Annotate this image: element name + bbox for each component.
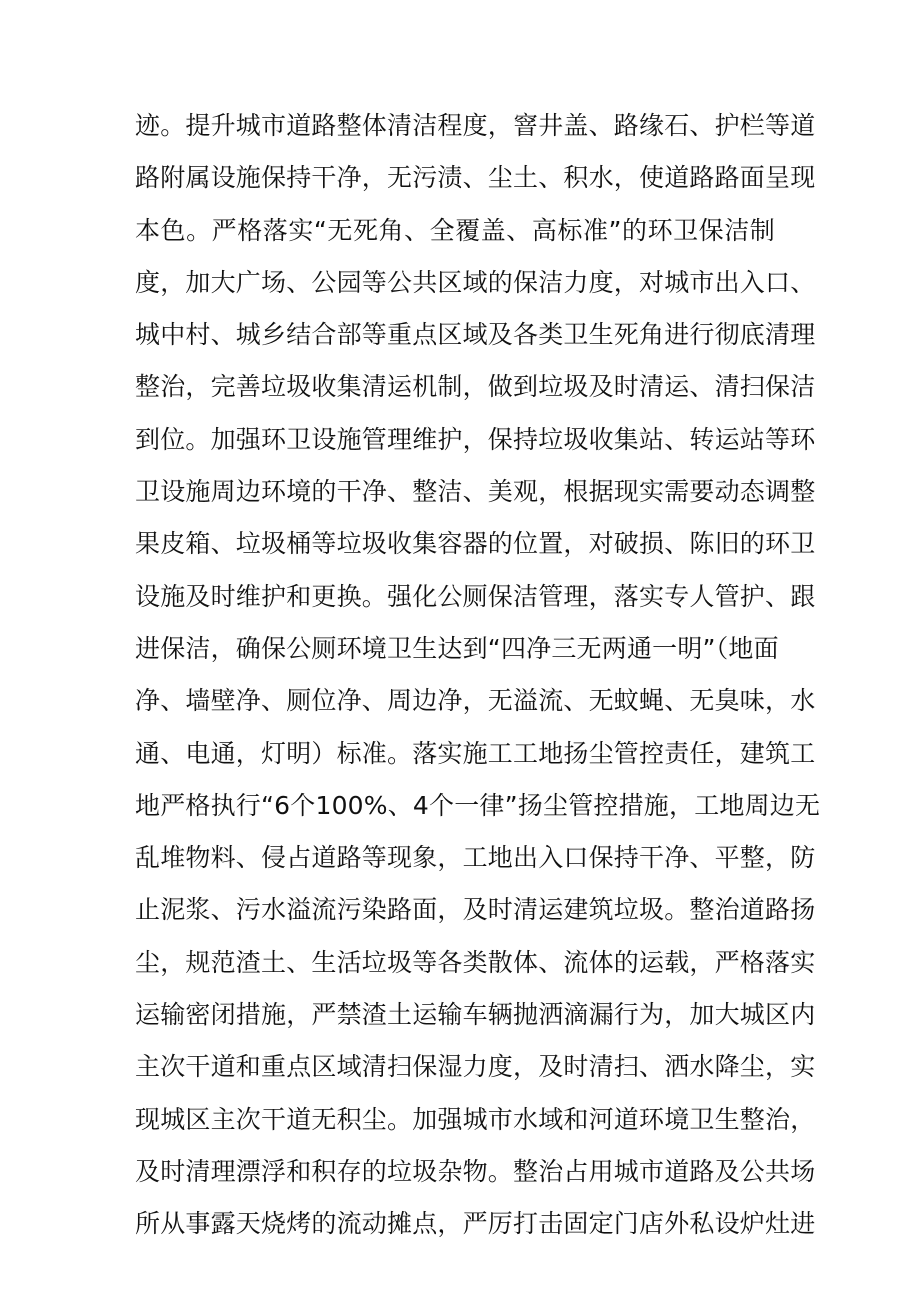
paragraph-line-4: 度，加大广场、公园等公共区域的保洁力度，对城市出入口、	[135, 267, 816, 297]
paragraph-line-1: 迹。提升城市道路整体清洁程度，窨井盖、路缘石、护栏等道	[135, 111, 816, 140]
paragraph-line-17: 尘，规范渣土、生活垃圾等各类散体、流体的运载，严格落实	[135, 947, 816, 977]
paragraph-line-14: 地严格执行“6个100%、4个一律”扬尘管控措施，工地周边无	[135, 790, 821, 820]
paragraph-line-11: 进保洁，确保公厕环境卫生达到“四净三无两通一明”（地面	[135, 633, 779, 663]
paragraph-line-12: 净、墙壁净、厕位净、周边净，无溢流、无蚊蝇、无臭味，水	[135, 686, 816, 716]
paragraph-line-20: 现城区主次干道无积尘。加强城市水域和河道环境卫生整治，	[135, 1104, 816, 1134]
paragraph-line-5: 城中村、城乡结合部等重点区域及各类卫生死角进行彻底清理	[135, 320, 816, 350]
paragraph-line-19: 主次干道和重点区域清扫保湿力度，及时清扫、洒水降尘，实	[135, 1052, 816, 1082]
paragraph-line-9: 果皮箱、垃圾桶等垃圾收集容器的位置，对破损、陈旧的环卫	[135, 529, 816, 559]
paragraph-line-18: 运输密闭措施，严禁渣土运输车辆抛洒滴漏行为，加大城区内	[135, 1000, 816, 1030]
paragraph-line-2: 路附属设施保持干净，无污渍、尘土、积水，使道路路面呈现	[135, 163, 816, 193]
paragraph-line-8: 卫设施周边环境的干净、整洁、美观，根据现实需要动态调整	[135, 477, 816, 507]
paragraph-line-6: 整治，完善垃圾收集清运机制，做到垃圾及时清运、清扫保洁	[135, 372, 816, 402]
body-paragraph	[135, 100, 821, 1251]
paragraph-line-22: 所从事露天烧烤的流动摊点，严厉打击固定门店外私设炉灶进	[135, 1209, 816, 1239]
paragraph-line-21: 及时清理漂浮和积存的垃圾杂物。整治占用城市道路及公共场	[135, 1156, 816, 1186]
paragraph-line-7: 到位。加强环卫设施管理维护，保持垃圾收集站、转运站等环	[135, 424, 816, 454]
paragraph-line-15: 乱堆物料、侵占道路等现象，工地出入口保持干净、平整，防	[135, 843, 816, 873]
paragraph-line-13: 通、电通，灯明）标准。落实施工工地扬尘管控责任，建筑工	[135, 738, 816, 768]
paragraph-line-3: 本色。严格落实“无死角、全覆盖、高标准”的环卫保洁制	[135, 215, 775, 245]
paragraph-line-10: 设施及时维护和更换。强化公厕保洁管理，落实专人管护、跟	[135, 581, 816, 611]
paragraph-line-16: 止泥浆、污水溢流污染路面，及时清运建筑垃圾。整治道路扬	[135, 895, 816, 925]
